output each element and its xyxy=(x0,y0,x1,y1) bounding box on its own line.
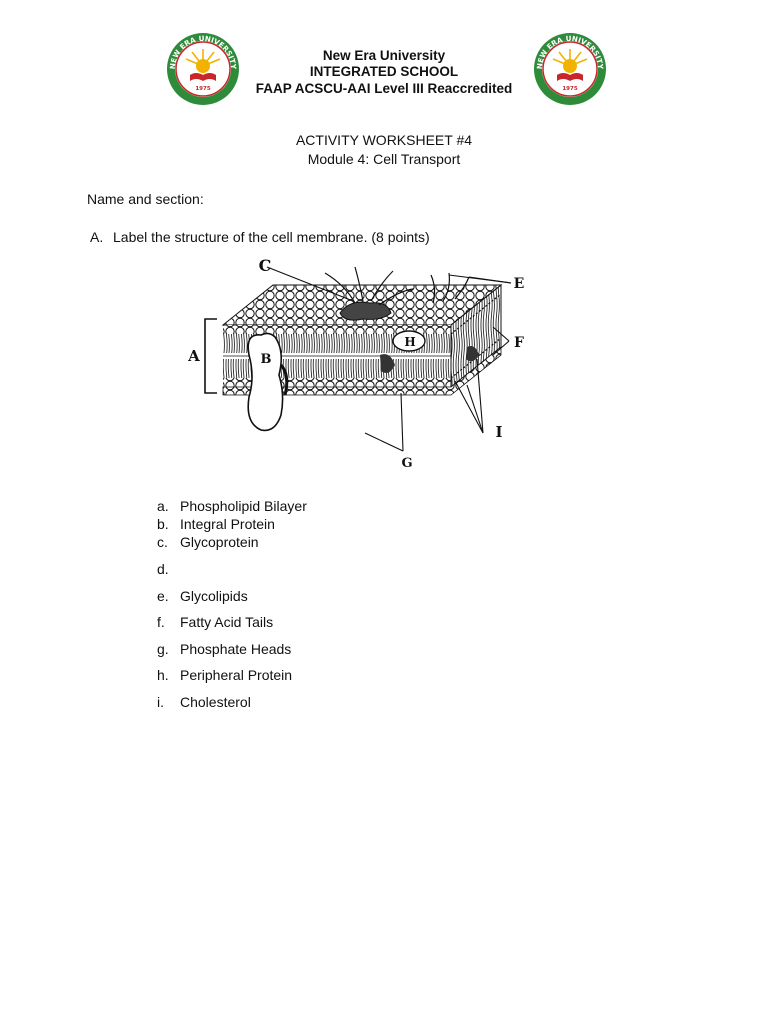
svg-text:1975: 1975 xyxy=(195,86,211,92)
option-f xyxy=(157,613,273,631)
diagram-label-a: A xyxy=(188,347,200,365)
svg-text:NEW ERA UNIVERSITY: NEW ERA UNIVERSITY xyxy=(167,33,239,70)
diagram-label-g: G xyxy=(401,456,413,471)
option-e xyxy=(157,587,248,605)
worksheet-title: ACTIVITY WORKSHEET #4 xyxy=(295,132,473,148)
name-section-label: Name and section: xyxy=(87,191,204,207)
section-a-instruction: Label the structure of the cell membrane. (8 points) xyxy=(113,229,430,245)
diagram-label-h: H xyxy=(404,335,416,349)
option-e-letter: e. xyxy=(157,588,169,604)
school-name: New Era University xyxy=(322,48,446,63)
option-a-letter: a. xyxy=(157,498,169,514)
module-title: Module 4: Cell Transport xyxy=(307,151,461,167)
option-c-letter: c. xyxy=(157,534,168,550)
option-g-text: Phosphate Heads xyxy=(180,641,292,657)
option-b-text: Integral Protein xyxy=(180,516,275,532)
diagram-label-b: B xyxy=(260,352,272,367)
svg-text:NEW ERA UNIVERSITY: NEW ERA UNIVERSITY xyxy=(534,33,606,70)
option-e-text: Glycolipids xyxy=(180,588,248,604)
school-division: INTEGRATED SCHOOL xyxy=(309,64,459,79)
option-i-letter: i. xyxy=(157,694,164,710)
cell-membrane-diagram xyxy=(175,255,535,475)
diagram-label-i: I xyxy=(495,423,503,441)
option-i-text: Cholesterol xyxy=(180,694,251,710)
integral-protein-shape xyxy=(248,333,282,430)
option-h xyxy=(157,666,292,684)
diagram-label-e: E xyxy=(513,276,525,292)
option-c xyxy=(157,533,259,551)
option-b-letter: b. xyxy=(157,516,169,532)
option-g xyxy=(157,640,291,658)
option-h-letter: h. xyxy=(157,667,169,683)
option-i xyxy=(157,693,251,711)
option-g-letter: g. xyxy=(157,641,169,657)
option-a xyxy=(157,497,307,515)
accreditation-line: FAAP ACSCU-AAI Level III Reaccredited xyxy=(255,81,513,96)
diagram-label-c: C xyxy=(258,256,272,275)
diagram-label-f: F xyxy=(514,335,524,351)
option-c-text: Glycoprotein xyxy=(180,534,259,550)
option-h-text: Peripheral Protein xyxy=(180,667,293,683)
svg-text:1975: 1975 xyxy=(562,86,578,92)
option-d xyxy=(157,560,180,578)
option-d-letter: d. xyxy=(157,561,169,577)
option-a-text: Phospholipid Bilayer xyxy=(180,498,307,514)
option-f-letter: f. xyxy=(157,614,165,630)
option-b xyxy=(157,515,275,533)
section-a-marker: A. xyxy=(90,229,104,245)
option-f-text: Fatty Acid Tails xyxy=(180,614,274,630)
